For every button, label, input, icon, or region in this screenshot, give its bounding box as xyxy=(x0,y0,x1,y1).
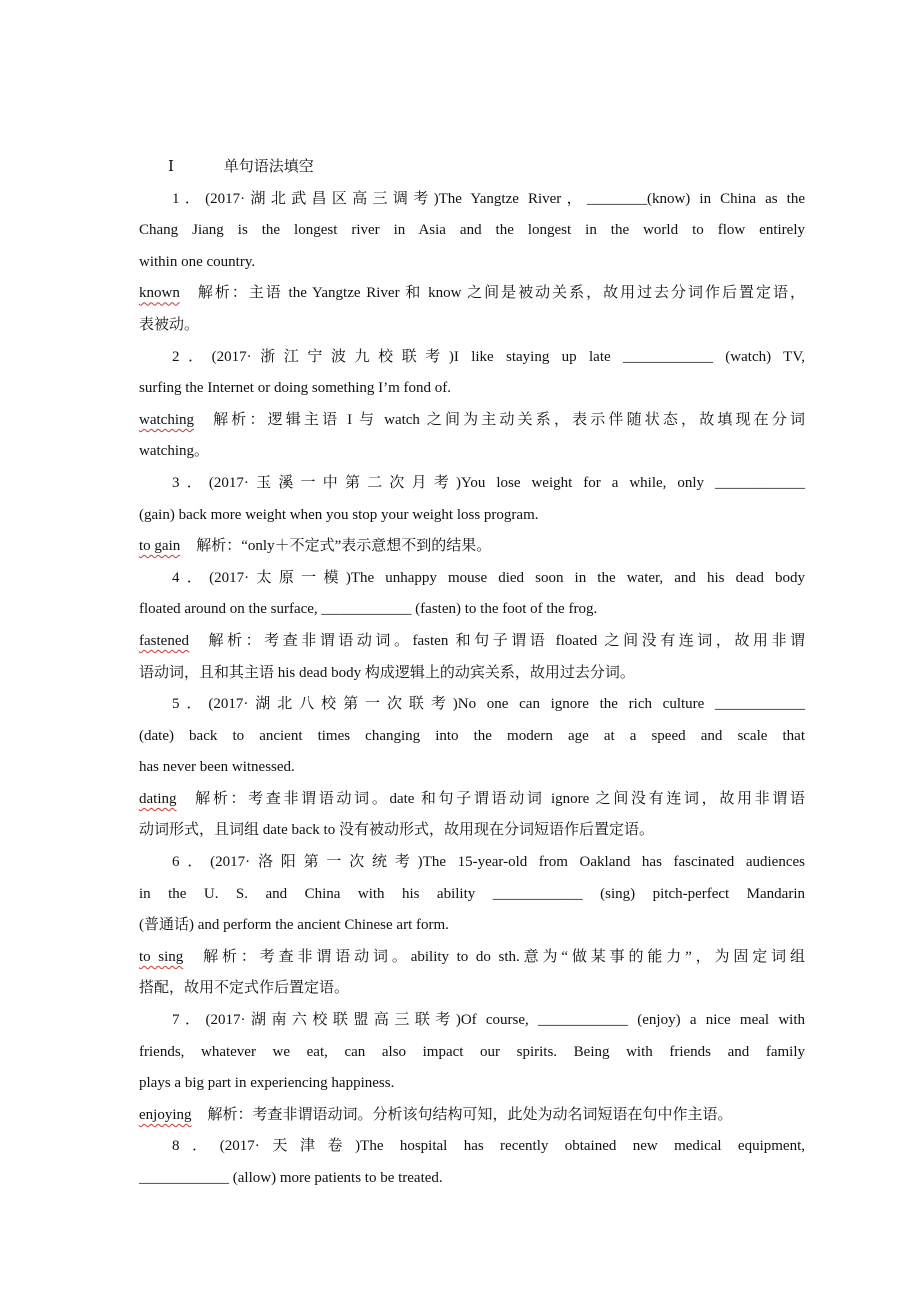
explanation-text: 解析：“only＋不定式”表示意想不到的结果。 xyxy=(196,538,492,555)
question-5 xyxy=(139,689,805,847)
explanation-line xyxy=(139,436,805,468)
question-line: 4．(2017·太原一模)The unhappy mouse died soon in the water, and his dead body xyxy=(172,569,805,586)
question-2 xyxy=(139,342,805,468)
explanation-line xyxy=(139,1100,805,1132)
question-line: plays a big part in experiencing happiness. xyxy=(139,1075,395,1092)
explanation-text: 动词形式，且词组 date back to 没有被动形式，故用现在分词短语作后置定语。 xyxy=(139,822,654,839)
explanation-line xyxy=(139,973,805,1005)
explanation-text: 语动词，且和其主语 his dead body 构成逻辑上的动宾关系，故用过去分词。 xyxy=(139,664,635,681)
section-heading xyxy=(139,152,805,184)
explanation-line xyxy=(139,405,805,437)
explanation-text: 解析：考查非谓语动词。date 和句子谓语动词 ignore 之间没有连词，故用非谓语 xyxy=(192,790,805,807)
explanation-line xyxy=(139,626,805,658)
question-line: Chang Jiang is the longest river in Asia and the longest in the world to flow entirely xyxy=(139,222,805,239)
question-line: 8．(2017·天津卷)The hospital has recently obtained new medical equipment, xyxy=(172,1138,805,1155)
question-line: (普通话) and perform the ancient Chinese art form. xyxy=(139,917,449,934)
explanation-line xyxy=(139,815,805,847)
question-line: has never been witnessed. xyxy=(139,759,295,776)
explanation-text: 解析：考查非谓语动词。ability to do sth.意为“做某事的能力”，为固定词组 xyxy=(199,948,805,965)
document-body xyxy=(139,152,805,1195)
answer-text: enjoying xyxy=(139,1106,192,1123)
question-line: ____________ (allow) more patients to be treated. xyxy=(139,1170,443,1186)
question-1 xyxy=(139,184,805,342)
explanation-line xyxy=(139,784,805,816)
question-line: 6．(2017·洛阳第一次统考)The 15-year-old from Oakland has fascinated audiences xyxy=(172,854,805,871)
question-line: 7．(2017·湖南六校联盟高三联考)Of course, ____________ (enjoy) a nice meal with xyxy=(172,1012,805,1029)
explanation-line xyxy=(139,310,805,342)
section-numeral: Ⅰ xyxy=(168,159,174,175)
explanation-text: 表被动。 xyxy=(139,316,200,333)
question-3 xyxy=(139,468,805,563)
question-line: surfing the Internet or doing something I’m fond of. xyxy=(139,380,452,397)
answer-text: fastened xyxy=(139,632,189,649)
explanation-line xyxy=(139,531,805,563)
explanation-line xyxy=(139,278,805,310)
answer-text: to sing xyxy=(139,948,184,965)
question-line: (date) back to ancient times changing into the modern age at a speed and scale that xyxy=(139,727,805,744)
explanation-text: 解析：逻辑主语 I 与 watch 之间为主动关系，表示伴随状态，故填现在分词 xyxy=(209,411,805,428)
explanation-text: 解析：考查非谓语动词。分析该句结构可知，此处为动名词短语在句中作主语。 xyxy=(207,1106,733,1123)
question-4 xyxy=(139,563,805,689)
section-title: 单句语法填空 xyxy=(223,159,314,175)
answer-text: dating xyxy=(139,790,177,807)
question-line: within one country. xyxy=(139,253,256,270)
explanation-text: 解析：考查非谓语动词。fasten 和句子谓语 floated 之间没有连词，故用非谓 xyxy=(204,632,805,649)
explanation-text: 解析：主语 the Yangtze River 和 know 之间是被动关系，故用过去分词作后置定语， xyxy=(195,285,805,302)
explanation-line xyxy=(139,658,805,690)
explanation-text: watching。 xyxy=(139,443,209,460)
answer-text: watching xyxy=(139,411,194,428)
explanation-line xyxy=(139,942,805,974)
question-7 xyxy=(139,1005,805,1131)
question-line: 3．(2017·玉溪一中第二次月考)You lose weight for a while, only ____________ xyxy=(172,474,805,491)
question-line: 1．(2017·湖北武昌区高三调考)The Yangtze River，________(know) in China as the xyxy=(172,190,805,207)
question-line: friends, whatever we eat, can also impact our spirits. Being with friends and family xyxy=(139,1043,805,1060)
question-line: in the U. S. and China with his ability ____________ (sing) pitch-perfect Mandarin xyxy=(139,885,805,902)
question-line: (gain) back more weight when you stop your weight loss program. xyxy=(139,506,539,523)
question-6 xyxy=(139,847,805,1005)
answer-text: to gain xyxy=(139,538,181,555)
question-8 xyxy=(139,1131,805,1194)
question-line: 5．(2017·湖北八校第一次联考)No one can ignore the rich culture ____________ xyxy=(172,696,805,713)
question-line: 2．(2017·浙江宁波九校联考)I like staying up late ____________ (watch) TV, xyxy=(172,348,805,365)
answer-text: known xyxy=(139,285,180,302)
question-line: floated around on the surface, ____________ (fasten) to the foot of the frog. xyxy=(139,601,598,618)
explanation-text: 搭配，故用不定式作后置定语。 xyxy=(139,980,350,997)
